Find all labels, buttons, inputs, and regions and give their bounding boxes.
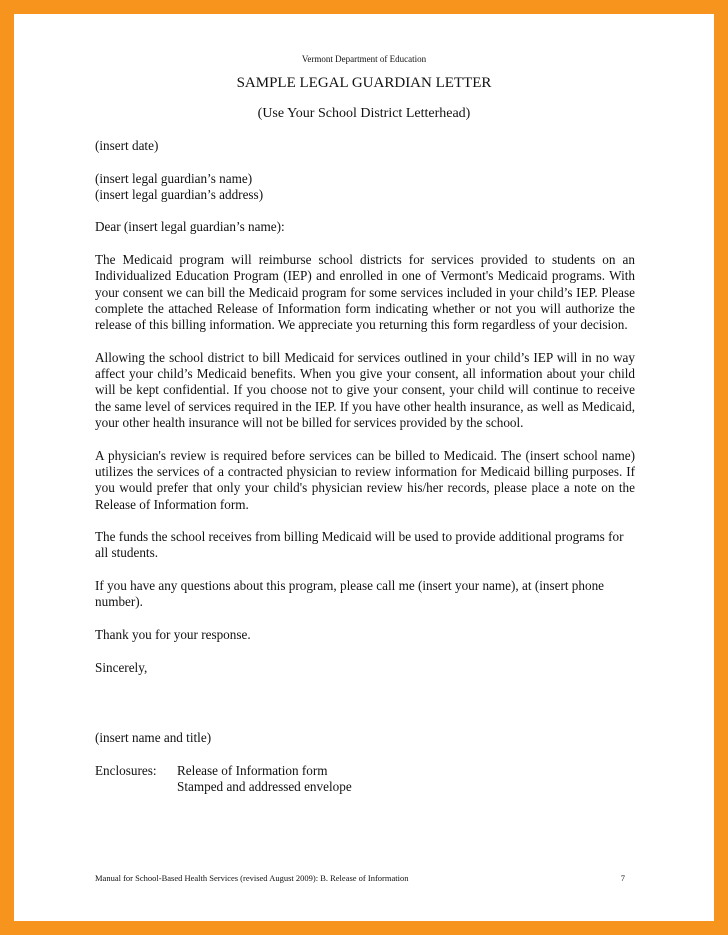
salutation: Dear (insert legal guardian’s name):	[95, 219, 285, 235]
paragraph-medicaid-program: The Medicaid program will reimburse school districts for services provided to students on an Individualized Education Program (IEP) and enrolled in one of Vermont's Medicaid programs. With your consent we can bill the Medicaid program for some services included in your child’s IEP. Please complete the attached Release of Information form indicating whether or not you will authorize the release of this billing information. We appreciate you returning this form regardless of your decision.	[95, 252, 635, 333]
enclosures-label: Enclosures:	[95, 762, 157, 778]
paragraph-benefits: Allowing the school district to bill Medicaid for services outlined in your child’s IEP will in no way affect your child’s Medicaid benefits. When you give your consent, all information about your child will be kept confidential. If you choose not to give your consent, your child will continue to receive the same level of services required in the IEP. If you have other health insurance, as well as Medicaid, your other health insurance will not be billed for services provided by the school.	[95, 349, 635, 431]
page-footer	[95, 873, 625, 883]
enclosure-item: Release of Information form	[177, 762, 328, 778]
date-line: (insert date)	[95, 138, 159, 153]
page-number: 7	[620, 873, 625, 883]
paragraph-funds: The funds the school receives from billing Medicaid will be used to provide additional programs for all students.	[95, 529, 624, 561]
enclosures-block	[95, 763, 635, 796]
paragraph-physician-review: A physician's review is required before services can be billed to Medicaid. The (insert school name) utilizes the services of a contracted physician to review information for Medicaid billing purposes. If you would prefer that only your child's physician review his/her records, please place a note on the Release of Information form.	[95, 447, 635, 512]
recipient-address: (insert legal guardian’s address)	[95, 186, 264, 202]
paragraph-questions: If you have any questions about this program, please call me (insert your name), at (insert phone number).	[95, 578, 605, 610]
letter-body	[95, 138, 635, 795]
letter-title: SAMPLE LEGAL GUARDIAN LETTER	[236, 75, 492, 91]
closing-line: Sincerely,	[95, 659, 148, 675]
footer-manual-title: Manual for School-Based Health Services (revised August 2009): B. Release of Information	[95, 873, 409, 883]
enclosure-item: Stamped and addressed envelope	[177, 778, 352, 794]
enclosures-list	[177, 763, 352, 796]
signer-line: (insert name and title)	[95, 730, 212, 746]
recipient-name: (insert legal guardian’s name)	[95, 170, 253, 186]
letter-page	[14, 14, 714, 921]
department-header: Vermont Department of Education	[301, 54, 427, 64]
signature-space	[95, 692, 635, 730]
thanks-line: Thank you for your response.	[95, 626, 251, 642]
recipient-block	[95, 171, 635, 204]
letter-subtitle: (Use Your School District Letterhead)	[257, 106, 471, 121]
